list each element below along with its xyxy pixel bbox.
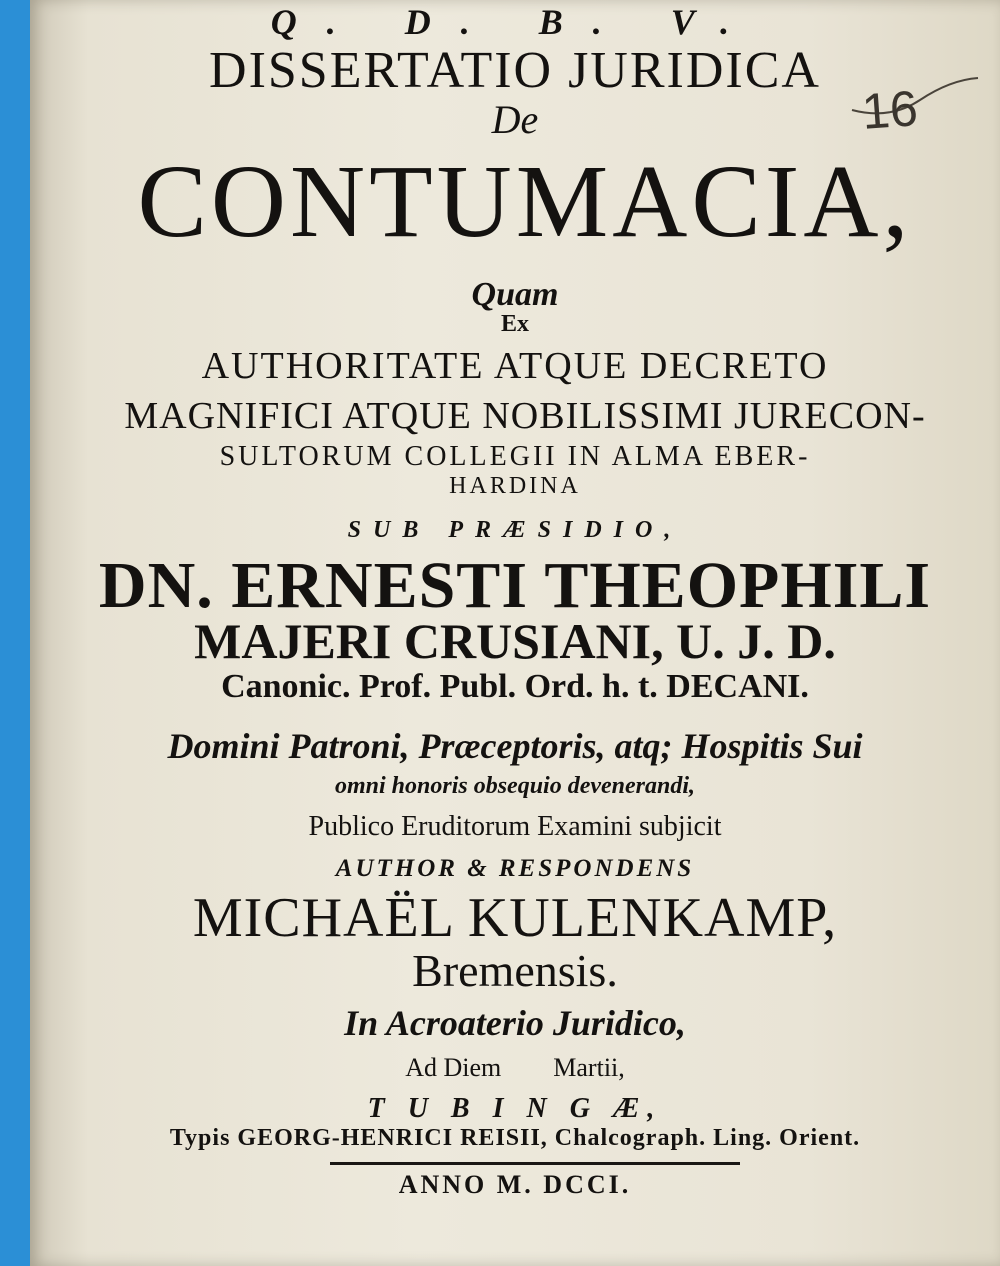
venue-line: In Acroaterio Juridico, (344, 1003, 686, 1043)
dedication-line-1: Domini Patroni, Præceptoris, atq; Hospitis Sui (167, 726, 863, 766)
motto: Q. D. B. V. (270, 2, 760, 42)
place-line: T U B I N G Æ, (367, 1093, 663, 1124)
authority-line-3: SULTORUM COLLEGII IN ALMA EBER- (219, 441, 811, 472)
author-origin: Bremensis. (412, 945, 618, 996)
authority-line-4: HARDINA (449, 473, 581, 499)
dissertation-subject: CONTUMACIA, (137, 144, 913, 259)
divider-rule (330, 1162, 740, 1165)
date-line: Ad Diem Martii, (405, 1053, 625, 1082)
praeses-name-1: DN. ERNESTI THEOPHILI (98, 549, 932, 622)
praeses-name-2: MAJERI CRUSIANI, U. J. D. (194, 613, 836, 669)
ex-line: Ex (500, 311, 529, 337)
quam-line: Quam (471, 276, 559, 313)
printer-line: Typis GEORG-HENRICI REISII, Chalcograph. Ling. Orient. (169, 1125, 861, 1151)
sub-praesidio: SUB PRÆSIDIO, (347, 517, 683, 543)
author-role: AUTHOR & RESPONDENS (335, 855, 695, 882)
authority-line-2: MAGNIFICI ATQUE NOBILISSIMI JURECON- (124, 395, 926, 437)
dedication-line-2: omni honoris obsequio devenerandi, (334, 773, 696, 799)
authority-line-1: AUTHORITATE ATQUE DECRETO (201, 345, 829, 387)
author-name: MICHAËL KULENKAMP, (192, 887, 838, 949)
year-line: ANNO M. DCCI. (398, 1170, 632, 1199)
praeses-title: Canonic. Prof. Publ. Ord. h. t. DECANI. (221, 668, 809, 705)
de-line: De (491, 97, 539, 142)
shelfmark-number: 16 (860, 80, 920, 140)
dissertation-heading: DISSERTATIO JURIDICA (209, 42, 821, 99)
examination-line: Publico Eruditorum Examini subjicit (308, 811, 722, 842)
